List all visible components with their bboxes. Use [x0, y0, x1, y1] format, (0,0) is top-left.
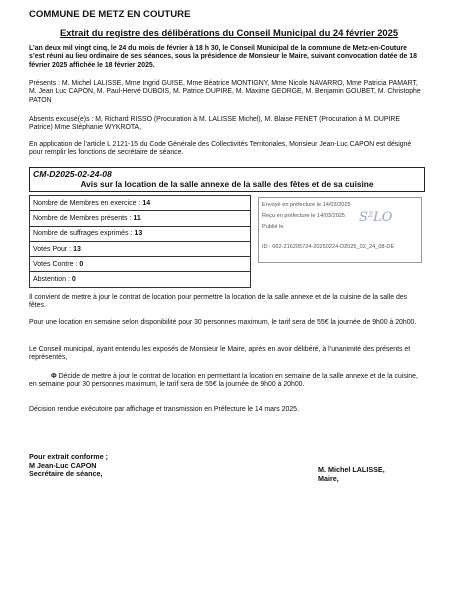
table-row: [30, 226, 251, 241]
signature-line: Pour extrait conforme ;: [29, 452, 109, 461]
stamp-published: Publié le: [262, 224, 284, 230]
body-paragraph-4: [29, 373, 423, 390]
count-label: Nombre de Membres en exercice :: [33, 199, 143, 207]
commune-name: COMMUNE DE METZ EN COUTURE: [29, 9, 191, 20]
table-row: [30, 257, 251, 272]
table-row: [30, 241, 251, 256]
prefecture-stamp: [258, 197, 422, 263]
signature-line: Secrétaire de séance,: [29, 469, 103, 479]
stamp-sent: Envoyé en préfecture le 14/03/2025: [262, 202, 351, 208]
body-paragraph-1: Il convient de mettre à jour le contrat de location pour permettre la location de la salle annexe et de la cuisine de la salle des fêtes.: [29, 294, 408, 310]
stamp-received: Reçu en préfecture le 14/03/2025: [262, 213, 346, 219]
count-label: Votes Contre :: [33, 260, 80, 268]
count-value: 0: [71, 276, 76, 284]
count-value: 14: [142, 199, 151, 207]
stamp-signature-logo: S²LO: [359, 210, 393, 225]
table-row: [30, 211, 251, 226]
count-value: 13: [134, 230, 143, 238]
signature-line: M. Michel LALISSE,: [318, 465, 385, 474]
count-cell: [30, 257, 251, 272]
signature-mayor: [318, 466, 385, 483]
vote-counts-table: [29, 195, 251, 288]
secretary-paragraph: En application de l’article L 2121-15 du Code Générale des Collectivités Territoriales, Monsieur Jean-Luc CAPON est désigné pour remplir les fonctions de secrétaire de séance.: [29, 141, 412, 157]
decision-marker-icon: Φ: [51, 373, 57, 380]
presents-paragraph: Présents : M. Michel LALISSE, Mme Ingrid GUISE, Mme Béatrice MONTIGNY, Mme Nicole NAVARRO, Mme Patricia PAMART, M. Jean Luc CAPON, M. Paul-Hervé DUBOIS, M. Patrice DUPIRE, M. Maxime GEORGE, M. Benjamin GOUBET, M. Christophe PATON: [29, 80, 421, 104]
count-value: 0: [79, 260, 84, 268]
count-label: Nombre de Membres présents :: [33, 214, 134, 222]
intro-paragraph: L’an deux mil vingt cinq, le 24 du mois de février à 18 h 30, le Conseil Municipal de la commune de Metz-en-Couture s’est réuni au lieu ordinaire de ses séances, sous la présidence de Monsieur le Maire, suivant convocation datée de 18 février 2025 affichée le 18 février 2025.: [29, 45, 417, 69]
count-label: Nombre de suffrages exprimés :: [33, 230, 135, 238]
deliberation-subject: Avis sur la location de la salle annexe de la salle des fêtes et de sa cuisine: [80, 179, 374, 189]
signature-line: M Jean-Luc CAPON: [29, 460, 97, 470]
count-value: 13: [73, 245, 81, 253]
deliberation-header-box: [29, 167, 425, 192]
signature-secretary: [29, 453, 108, 479]
count-cell: [30, 272, 251, 287]
body-paragraph-3: Le Conseil municipal, ayant entendu les exposés de Monsieur le Maire, après en avoir délibéré, à l’unanimité des présents et représentés,: [29, 346, 411, 362]
body-paragraph-5: Décision rendue exécutoire par affichage et transmission en Préfecture le 14 mars 2025.: [29, 406, 299, 413]
count-label: Abstention :: [33, 276, 72, 284]
count-cell: [30, 196, 251, 211]
count-value: 11: [133, 214, 141, 222]
table-row: [30, 272, 251, 287]
count-cell: [30, 226, 251, 241]
stamp-id: ID : 062-216205724-20250224-D2025_02_24_08-DE: [262, 244, 395, 250]
signature-line: Maire,: [318, 473, 339, 483]
document-title: Extrait du registre des délibérations du Conseil Municipal du 24 février 2025: [59, 27, 399, 38]
count-label: Votes Pour :: [33, 245, 74, 253]
count-cell: [30, 211, 251, 226]
decision-text: Décide de mettre à jour le contrat de location en permettant la location en semaine de la salle annexe et de la cuisine, en semaine pour 30 personnes maximum, le tarif sera de 55€ la journée de 9h00 à 20h00.: [29, 373, 418, 389]
deliberation-code: CM-D2025-02-24-08: [33, 169, 112, 179]
table-row: [30, 196, 251, 211]
body-paragraph-2: Pour une location en semaine selon disponibilité pour 30 personnes maximum, le tarif sera de 55€ la journée de 9h00 à 20h00.: [29, 319, 417, 326]
absents-paragraph: Absents excusé(e)s : M. Richard RISSO (Procuration à M. LALISSE Michel), M. Blaise FENET (Procuration à M. DUPIRE Patrice) Mme Stéphanie WYKROTA,: [29, 116, 400, 132]
count-cell: [30, 241, 251, 256]
